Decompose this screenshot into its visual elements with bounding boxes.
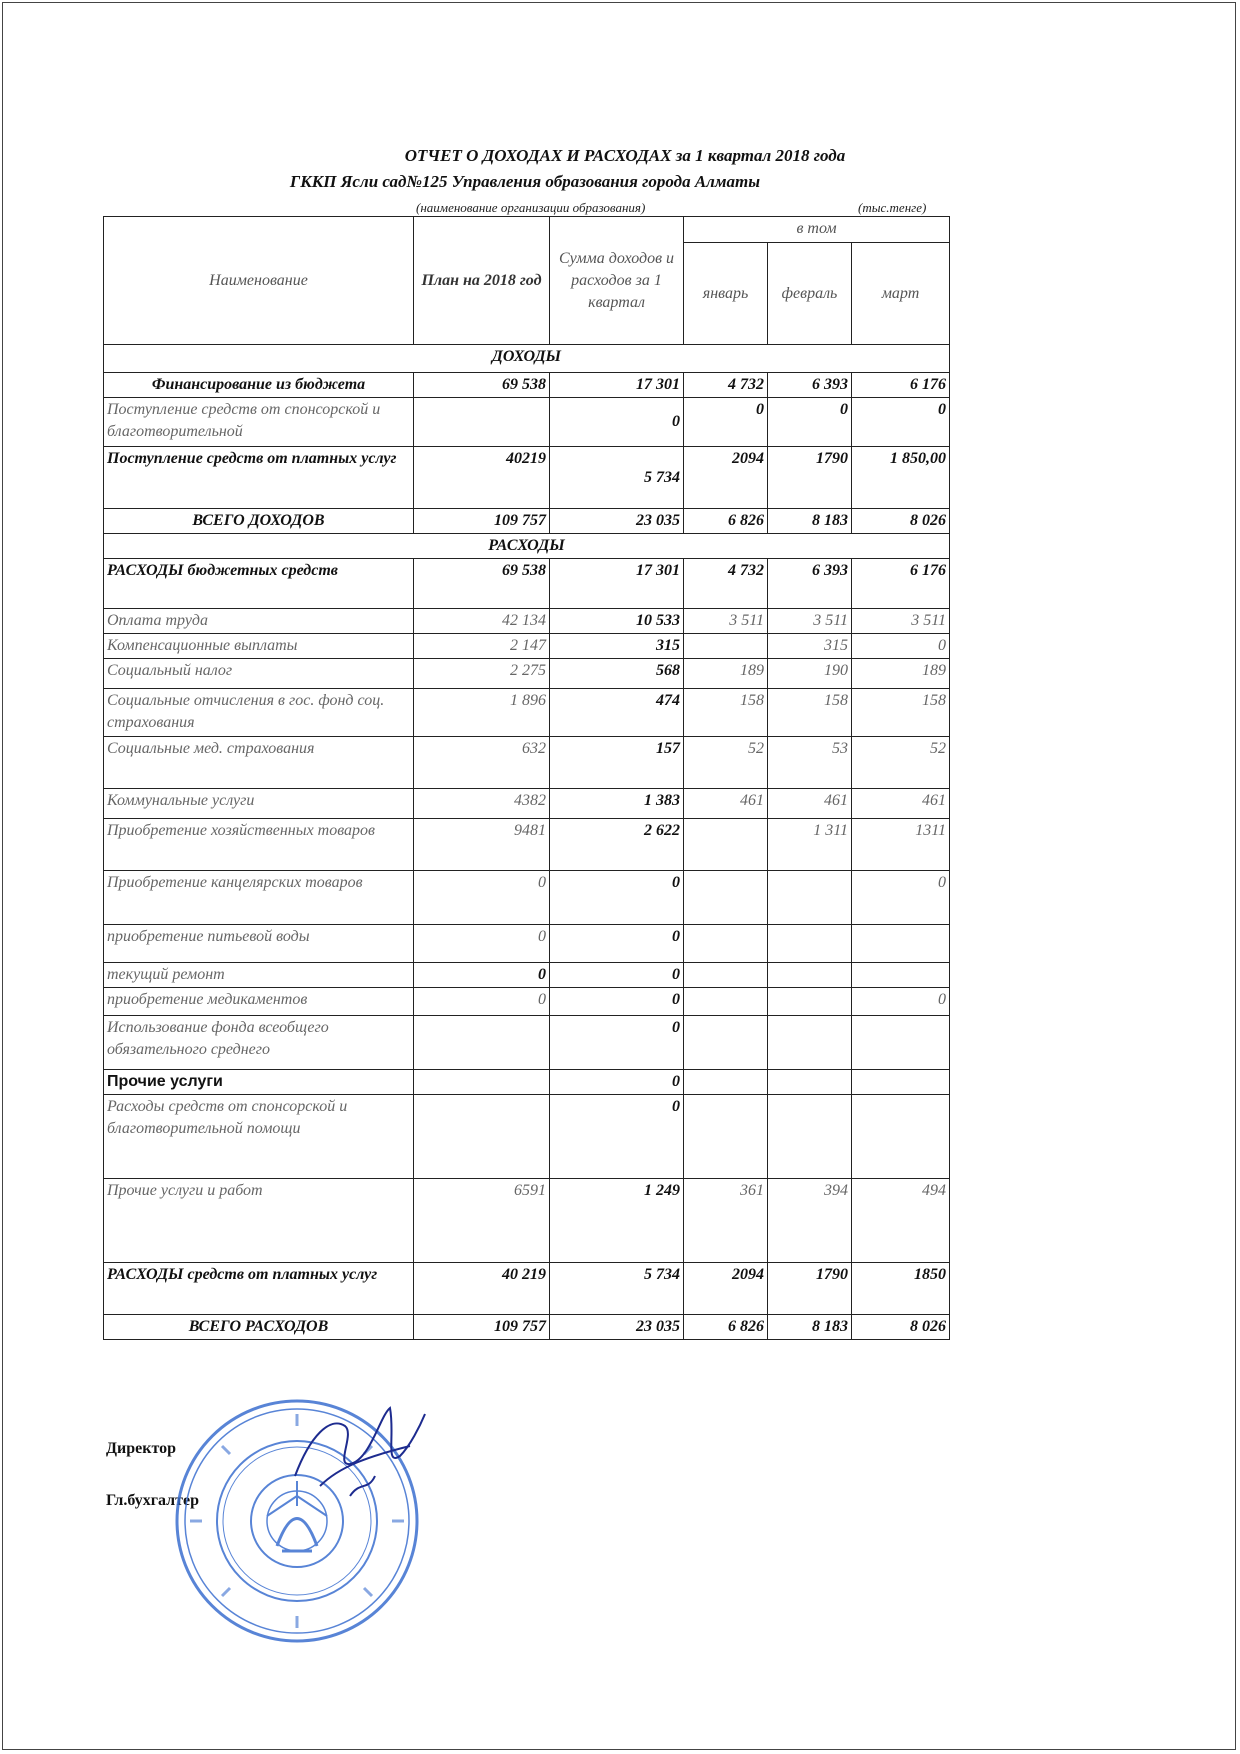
cell-feb <box>768 871 852 925</box>
cell-plan: 4382 <box>414 789 550 819</box>
row-name: Компенсационные выплаты <box>104 634 414 659</box>
cell-jan: 6 826 <box>684 509 768 534</box>
cell-plan: 69 538 <box>414 373 550 398</box>
cell-jan: 6 826 <box>684 1315 768 1340</box>
cell-mar: 0 <box>852 871 950 925</box>
cell-plan: 0 <box>414 988 550 1016</box>
cell-plan <box>414 398 550 447</box>
cell-mar: 0 <box>852 988 950 1016</box>
row-name: Приобретение канцелярских товаров <box>104 871 414 925</box>
cell-mar: 3 511 <box>852 609 950 634</box>
cell-feb: 1 311 <box>768 819 852 871</box>
table-row <box>104 871 950 925</box>
cell-feb: 3 511 <box>768 609 852 634</box>
cell-plan: 9481 <box>414 819 550 871</box>
cell-sum: 5 734 <box>550 1263 684 1315</box>
row-name: Прочие услуги <box>104 1070 414 1095</box>
cell-plan <box>414 1070 550 1095</box>
report-table <box>103 216 950 1340</box>
cell-jan <box>684 1095 768 1179</box>
cell-mar: 189 <box>852 659 950 689</box>
cell-jan <box>684 871 768 925</box>
cell-plan: 1 896 <box>414 689 550 737</box>
cell-plan: 69 538 <box>414 559 550 609</box>
cell-plan <box>414 1095 550 1179</box>
cell-mar: 0 <box>852 634 950 659</box>
row-name: ВСЕГО РАСХОДОВ <box>104 1315 414 1340</box>
cell-mar: 1850 <box>852 1263 950 1315</box>
cell-sum: 0 <box>550 398 684 447</box>
cell-feb: 315 <box>768 634 852 659</box>
cell-mar <box>852 1095 950 1179</box>
cell-feb: 53 <box>768 737 852 789</box>
cell-jan: 4 732 <box>684 373 768 398</box>
table-row <box>104 1179 950 1263</box>
cell-mar: 0 <box>852 398 950 447</box>
cell-plan: 632 <box>414 737 550 789</box>
cell-jan <box>684 963 768 988</box>
cell-jan: 3 511 <box>684 609 768 634</box>
row-name: Поступление средств от спонсорской и благотворительной <box>104 398 414 447</box>
cell-jan <box>684 634 768 659</box>
row-name: Финансирование из бюджета <box>104 373 414 398</box>
table-row <box>104 447 950 509</box>
cell-sum: 568 <box>550 659 684 689</box>
table-row <box>104 1016 950 1070</box>
cell-mar: 494 <box>852 1179 950 1263</box>
cell-jan: 0 <box>684 398 768 447</box>
table-row <box>104 689 950 737</box>
table-row <box>104 659 950 689</box>
table-row <box>104 1315 950 1340</box>
cell-mar: 6 176 <box>852 373 950 398</box>
row-name: текущий ремонт <box>104 963 414 988</box>
cell-mar: 158 <box>852 689 950 737</box>
row-name: Использование фонда всеобщего обязательного среднего <box>104 1016 414 1070</box>
cell-mar: 52 <box>852 737 950 789</box>
report-title: ОТЧЕТ О ДОХОДАХ И РАСХОДАХ за 1 квартал 2018 года <box>404 146 846 165</box>
cell-feb <box>768 1095 852 1179</box>
cell-feb: 461 <box>768 789 852 819</box>
cell-plan: 0 <box>414 925 550 963</box>
table-row <box>104 789 950 819</box>
cell-sum: 474 <box>550 689 684 737</box>
row-name: РАСХОДЫ средств от платных услуг <box>104 1263 414 1315</box>
cell-feb: 6 393 <box>768 373 852 398</box>
cell-feb: 158 <box>768 689 852 737</box>
cell-sum: 1 383 <box>550 789 684 819</box>
cell-plan: 109 757 <box>414 1315 550 1340</box>
cell-sum: 0 <box>550 988 684 1016</box>
col-header-mar: март <box>852 243 950 345</box>
cell-mar <box>852 1016 950 1070</box>
cell-feb: 394 <box>768 1179 852 1263</box>
cell-feb <box>768 925 852 963</box>
cell-feb <box>768 963 852 988</box>
row-name: Коммунальные услуги <box>104 789 414 819</box>
cell-sum: 2 622 <box>550 819 684 871</box>
cell-feb: 1790 <box>768 447 852 509</box>
row-name: ВСЕГО ДОХОДОВ <box>104 509 414 534</box>
cell-jan <box>684 1016 768 1070</box>
cell-sum: 17 301 <box>550 373 684 398</box>
cell-plan: 42 134 <box>414 609 550 634</box>
cell-plan: 109 757 <box>414 509 550 534</box>
cell-jan <box>684 819 768 871</box>
cell-jan: 361 <box>684 1179 768 1263</box>
cell-jan: 158 <box>684 689 768 737</box>
row-name: приобретение питьевой воды <box>104 925 414 963</box>
accountant-label: Гл.бухгалтер <box>106 1492 199 1509</box>
cell-sum: 0 <box>550 925 684 963</box>
cell-sum: 0 <box>550 871 684 925</box>
col-header-jan: январь <box>684 243 768 345</box>
table-row <box>104 634 950 659</box>
section-income: ДОХОДЫ <box>104 345 950 373</box>
cell-plan: 0 <box>414 871 550 925</box>
cell-jan: 2094 <box>684 447 768 509</box>
table-row <box>104 963 950 988</box>
cell-jan: 461 <box>684 789 768 819</box>
cell-sum: 0 <box>550 1095 684 1179</box>
table-row <box>104 398 950 447</box>
cell-plan <box>414 1016 550 1070</box>
table-row <box>104 373 950 398</box>
row-name: Поступление средств от платных услуг <box>104 447 414 509</box>
cell-feb: 6 393 <box>768 559 852 609</box>
cell-sum: 10 533 <box>550 609 684 634</box>
row-name: Прочие услуги и работ <box>104 1179 414 1263</box>
row-name: Приобретение хозяйственных товаров <box>104 819 414 871</box>
col-header-group: в том <box>684 217 950 243</box>
section-expenses: РАСХОДЫ <box>104 534 950 559</box>
cell-sum: 0 <box>550 1070 684 1095</box>
cell-sum: 315 <box>550 634 684 659</box>
table-row <box>104 609 950 634</box>
cell-feb <box>768 988 852 1016</box>
signature-icon <box>290 1396 430 1506</box>
table-row <box>104 819 950 871</box>
cell-plan: 0 <box>414 963 550 988</box>
cell-mar: 1 850,00 <box>852 447 950 509</box>
cell-sum: 0 <box>550 1016 684 1070</box>
table-row <box>104 1263 950 1315</box>
cell-feb: 0 <box>768 398 852 447</box>
table-row <box>104 559 950 609</box>
row-name: РАСХОДЫ бюджетных средств <box>104 559 414 609</box>
cell-jan: 189 <box>684 659 768 689</box>
cell-sum: 1 249 <box>550 1179 684 1263</box>
cell-feb <box>768 1070 852 1095</box>
row-name: Оплата труда <box>104 609 414 634</box>
table-row <box>104 1095 950 1179</box>
cell-feb: 1790 <box>768 1263 852 1315</box>
cell-plan: 2 275 <box>414 659 550 689</box>
cell-mar <box>852 925 950 963</box>
cell-feb: 8 183 <box>768 1315 852 1340</box>
cell-sum: 17 301 <box>550 559 684 609</box>
unit-note: (тыс.тенге) <box>858 200 927 215</box>
cell-jan: 4 732 <box>684 559 768 609</box>
row-name: Расходы средств от спонсорской и благотворительной помощи <box>104 1095 414 1179</box>
table-row <box>104 509 950 534</box>
col-header-sum: Сумма доходов и расходов за 1 квартал <box>550 217 684 345</box>
cell-jan <box>684 1070 768 1095</box>
row-name: Социальные отчисления в гос. фонд соц. страхования <box>104 689 414 737</box>
cell-feb: 8 183 <box>768 509 852 534</box>
cell-mar <box>852 963 950 988</box>
cell-mar: 8 026 <box>852 509 950 534</box>
cell-mar <box>852 1070 950 1095</box>
cell-sum: 0 <box>550 963 684 988</box>
cell-plan: 6591 <box>414 1179 550 1263</box>
col-header-plan: План на 2018 год <box>414 217 550 345</box>
cell-plan: 2 147 <box>414 634 550 659</box>
table-row <box>104 1070 950 1095</box>
cell-jan: 52 <box>684 737 768 789</box>
director-label: Директор <box>106 1440 176 1457</box>
report-subtitle: ГККП Ясли сад№125 Управления образования города Алматы <box>289 172 761 191</box>
col-header-name: Наименование <box>104 217 414 345</box>
table-row <box>104 737 950 789</box>
cell-sum: 5 734 <box>550 447 684 509</box>
cell-jan: 2094 <box>684 1263 768 1315</box>
cell-mar: 1311 <box>852 819 950 871</box>
cell-sum: 23 035 <box>550 1315 684 1340</box>
row-name: Социальные мед. страхования <box>104 737 414 789</box>
cell-feb <box>768 1016 852 1070</box>
cell-feb: 190 <box>768 659 852 689</box>
cell-mar: 461 <box>852 789 950 819</box>
row-name: Социальный налог <box>104 659 414 689</box>
table-row <box>104 988 950 1016</box>
cell-sum: 23 035 <box>550 509 684 534</box>
col-header-feb: февраль <box>768 243 852 345</box>
row-name: приобретение медикаментов <box>104 988 414 1016</box>
cell-sum: 157 <box>550 737 684 789</box>
table-row <box>104 925 950 963</box>
cell-jan <box>684 988 768 1016</box>
cell-jan <box>684 925 768 963</box>
org-note: (наименование организации образования) <box>416 200 646 215</box>
cell-mar: 6 176 <box>852 559 950 609</box>
cell-mar: 8 026 <box>852 1315 950 1340</box>
cell-plan: 40219 <box>414 447 550 509</box>
cell-plan: 40 219 <box>414 1263 550 1315</box>
